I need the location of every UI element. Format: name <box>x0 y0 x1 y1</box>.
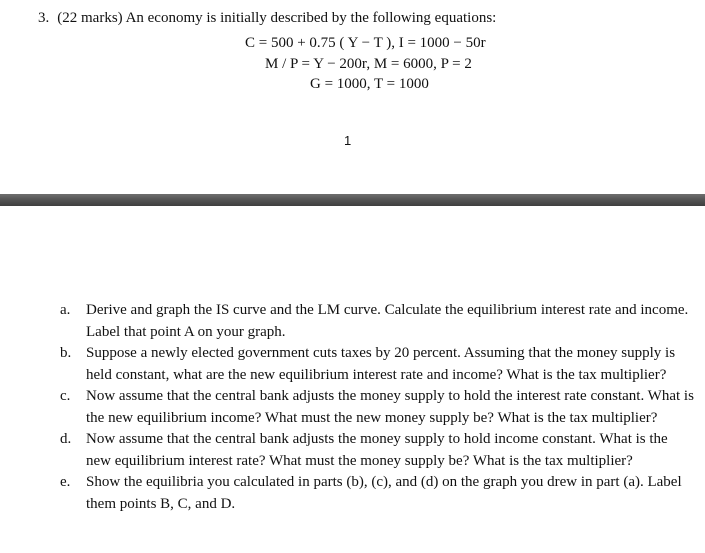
equation-consumption-investment: C = 500 + 0.75 ( Y − T ), I = 1000 − 50r <box>245 35 486 51</box>
part-b <box>56 343 696 386</box>
question-parts-list <box>56 300 696 515</box>
part-letter: b. <box>60 345 72 361</box>
question-intro: (22 marks) An economy is initially described by the following equations: <box>57 10 497 26</box>
part-letter: d. <box>60 431 72 447</box>
part-text: Show the equilibria you calculated in parts (b), (c), and (d) on the graph you drew in part (a). Label them points B, C, and D. <box>86 474 682 512</box>
part-text: Suppose a newly elected government cuts taxes by 20 percent. Assuming that the money supply is held constant, what are the new equilibrium interest rate and income? What is the tax multiplier? <box>86 345 676 383</box>
question-number: 3. <box>38 10 50 26</box>
part-text: Now assume that the central bank adjusts the money supply to hold the interest rate constant. What is the new equilibrium income? What must the new money supply be? What is the tax multiplier? <box>86 388 694 426</box>
part-a <box>56 300 696 343</box>
part-text: Now assume that the central bank adjusts the money supply to hold income constant. What is the new equilibrium interest rate? What must the money supply be? What is the tax multiplier? <box>86 431 668 469</box>
part-d <box>56 429 696 472</box>
part-c <box>56 386 696 429</box>
page-break-divider <box>0 194 705 206</box>
part-letter: e. <box>60 474 71 490</box>
part-letter: a. <box>60 302 71 318</box>
equation-government-taxes: G = 1000, T = 1000 <box>310 76 429 92</box>
part-letter: c. <box>60 388 71 404</box>
question-header <box>38 10 496 27</box>
part-text: Derive and graph the IS curve and the LM curve. Calculate the equilibrium interest rate and income. Label that point A on your graph. <box>86 302 689 340</box>
equation-money-market: M / P = Y − 200r, M = 6000, P = 2 <box>265 56 472 72</box>
part-e <box>56 472 696 515</box>
page-number: 1 <box>344 133 352 148</box>
